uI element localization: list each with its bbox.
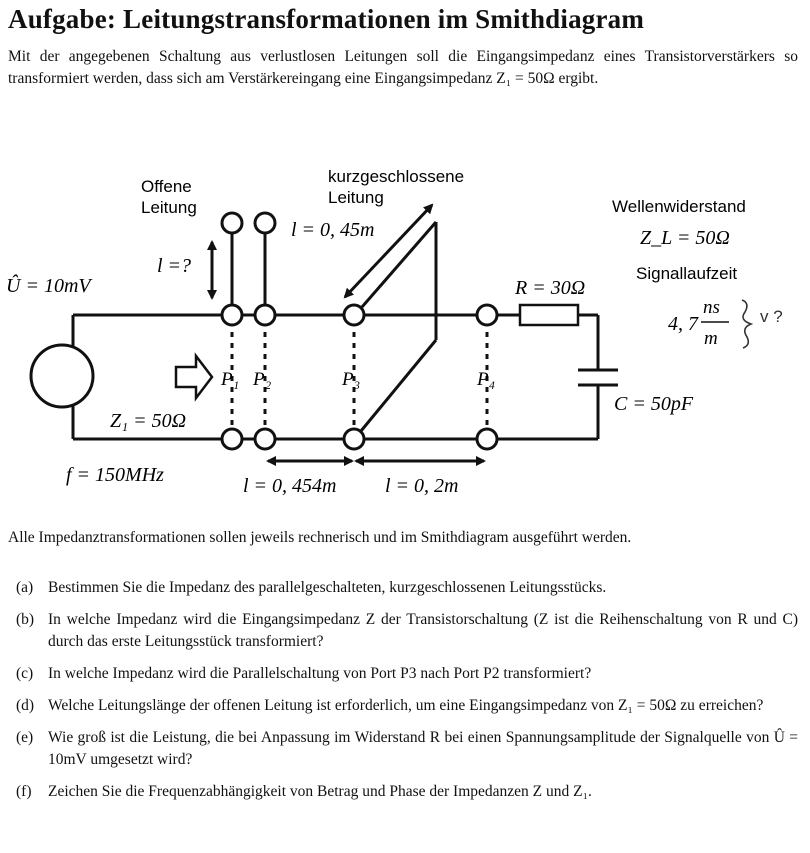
task-text: In welche Impedanz wird die Eingangsimpedanz Z der Transistorschaltung (Z ist die Reihenschaltung von R und C) durch das erste Leitungsstück transformiert? bbox=[48, 611, 798, 650]
task-label: (d) bbox=[16, 697, 35, 714]
terminal-p3-top bbox=[344, 305, 364, 325]
short-stub-wire-bottom bbox=[361, 340, 436, 431]
resistor bbox=[520, 305, 578, 325]
label-delay-title: Signallaufzeit bbox=[636, 264, 738, 283]
terminal-open-top-1 bbox=[222, 213, 242, 233]
task-item bbox=[8, 727, 798, 771]
handwritten-note: v ? bbox=[760, 307, 783, 326]
followup-paragraph: Alle Impedanztransformationen sollen jeweils rechnerisch und im Smithdiagram ausgeführt werden. bbox=[8, 529, 632, 546]
task-label: (f) bbox=[16, 783, 32, 800]
task-text: Wie groß ist die Leistung, die bei Anpassung im Widerstand R bei einen Spannungsamplitude der Signalquelle von Û = 10mV umgesetzt wird? bbox=[48, 729, 798, 768]
label-p1: P₁ bbox=[221, 369, 240, 390]
circuit-diagram bbox=[0, 160, 810, 510]
label-z1: Z₁ = 50Ω bbox=[110, 410, 187, 432]
label-wave-impedance-title: Wellenwiderstand bbox=[612, 197, 746, 216]
terminal-open-top-2 bbox=[255, 213, 275, 233]
label-length-1: l = 0, 454m bbox=[243, 475, 337, 497]
intro-paragraph: Mit der angegebenen Schaltung aus verlustlosen Leitungen soll die Eingangsimpedanz eines Transistorverstärkers so transformiert werden, dass sich am Verstärkereingang eine Eingangsimpedanz Z₁ = 50Ω ergibt. bbox=[8, 48, 798, 87]
task-label: (e) bbox=[16, 729, 34, 746]
task-text: Welche Leitungslänge der offenen Leitung ist erforderlich, um eine Eingangsimpedanz von Z₁ = 50Ω zu erreichen? bbox=[48, 697, 764, 714]
label-open-line-1: Offene bbox=[141, 177, 192, 196]
terminal-p1-top bbox=[222, 305, 242, 325]
task-item bbox=[8, 609, 798, 653]
label-length-2: l = 0, 2m bbox=[385, 475, 459, 497]
label-short-line-1: kurzgeschlossene bbox=[328, 167, 465, 186]
handwritten-brace bbox=[742, 300, 751, 348]
terminal-p3-bottom bbox=[344, 429, 364, 449]
label-delay-den: m bbox=[704, 328, 718, 349]
task-item bbox=[8, 695, 798, 717]
label-open-length: l =? bbox=[157, 255, 192, 277]
terminal-p2-bottom bbox=[255, 429, 275, 449]
task-list bbox=[8, 577, 798, 813]
page-title: Aufgabe: Leitungstransformationen im Smithdiagram bbox=[8, 4, 645, 34]
label-source-voltage: Û = 10mV bbox=[6, 275, 91, 297]
label-short-line-2: Leitung bbox=[328, 188, 384, 207]
task-label: (b) bbox=[16, 611, 35, 628]
task-text: Zeichen Sie die Frequenzabhängigkeit von Betrag und Phase der Impedanzen Z und Z₁. bbox=[48, 783, 592, 800]
terminal-p4-bottom bbox=[477, 429, 497, 449]
task-item bbox=[8, 781, 798, 803]
label-open-line-2: Leitung bbox=[141, 198, 197, 217]
terminal-p1-bottom bbox=[222, 429, 242, 449]
label-capacitor: C = 50pF bbox=[614, 393, 694, 415]
task-text: Bestimmen Sie die Impedanz des parallelgeschalteten, kurzgeschlossenen Leitungsstücks. bbox=[48, 579, 607, 596]
task-text: In welche Impedanz wird die Parallelschaltung von Port P3 nach Port P2 transformiert? bbox=[48, 665, 592, 682]
terminal-p2-top bbox=[255, 305, 275, 325]
label-delay-num: ns bbox=[703, 297, 720, 318]
task-label: (a) bbox=[16, 579, 34, 596]
task-label: (c) bbox=[16, 665, 34, 682]
label-p2: P₂ bbox=[253, 369, 272, 390]
label-short-length: l = 0, 45m bbox=[291, 219, 375, 241]
label-frequency: f = 150MHz bbox=[66, 464, 164, 486]
label-wave-impedance: Z_L = 50Ω bbox=[640, 227, 730, 249]
task-item bbox=[8, 577, 798, 599]
label-p3: P₃ bbox=[342, 369, 361, 390]
terminal-p4-top bbox=[477, 305, 497, 325]
voltage-source bbox=[31, 345, 93, 407]
label-resistor: R = 30Ω bbox=[515, 277, 586, 299]
label-p4: P₄ bbox=[477, 369, 496, 390]
label-delay-prefix: 4, 7 bbox=[668, 313, 698, 335]
task-item bbox=[8, 663, 798, 685]
input-arrow-icon bbox=[176, 356, 212, 398]
